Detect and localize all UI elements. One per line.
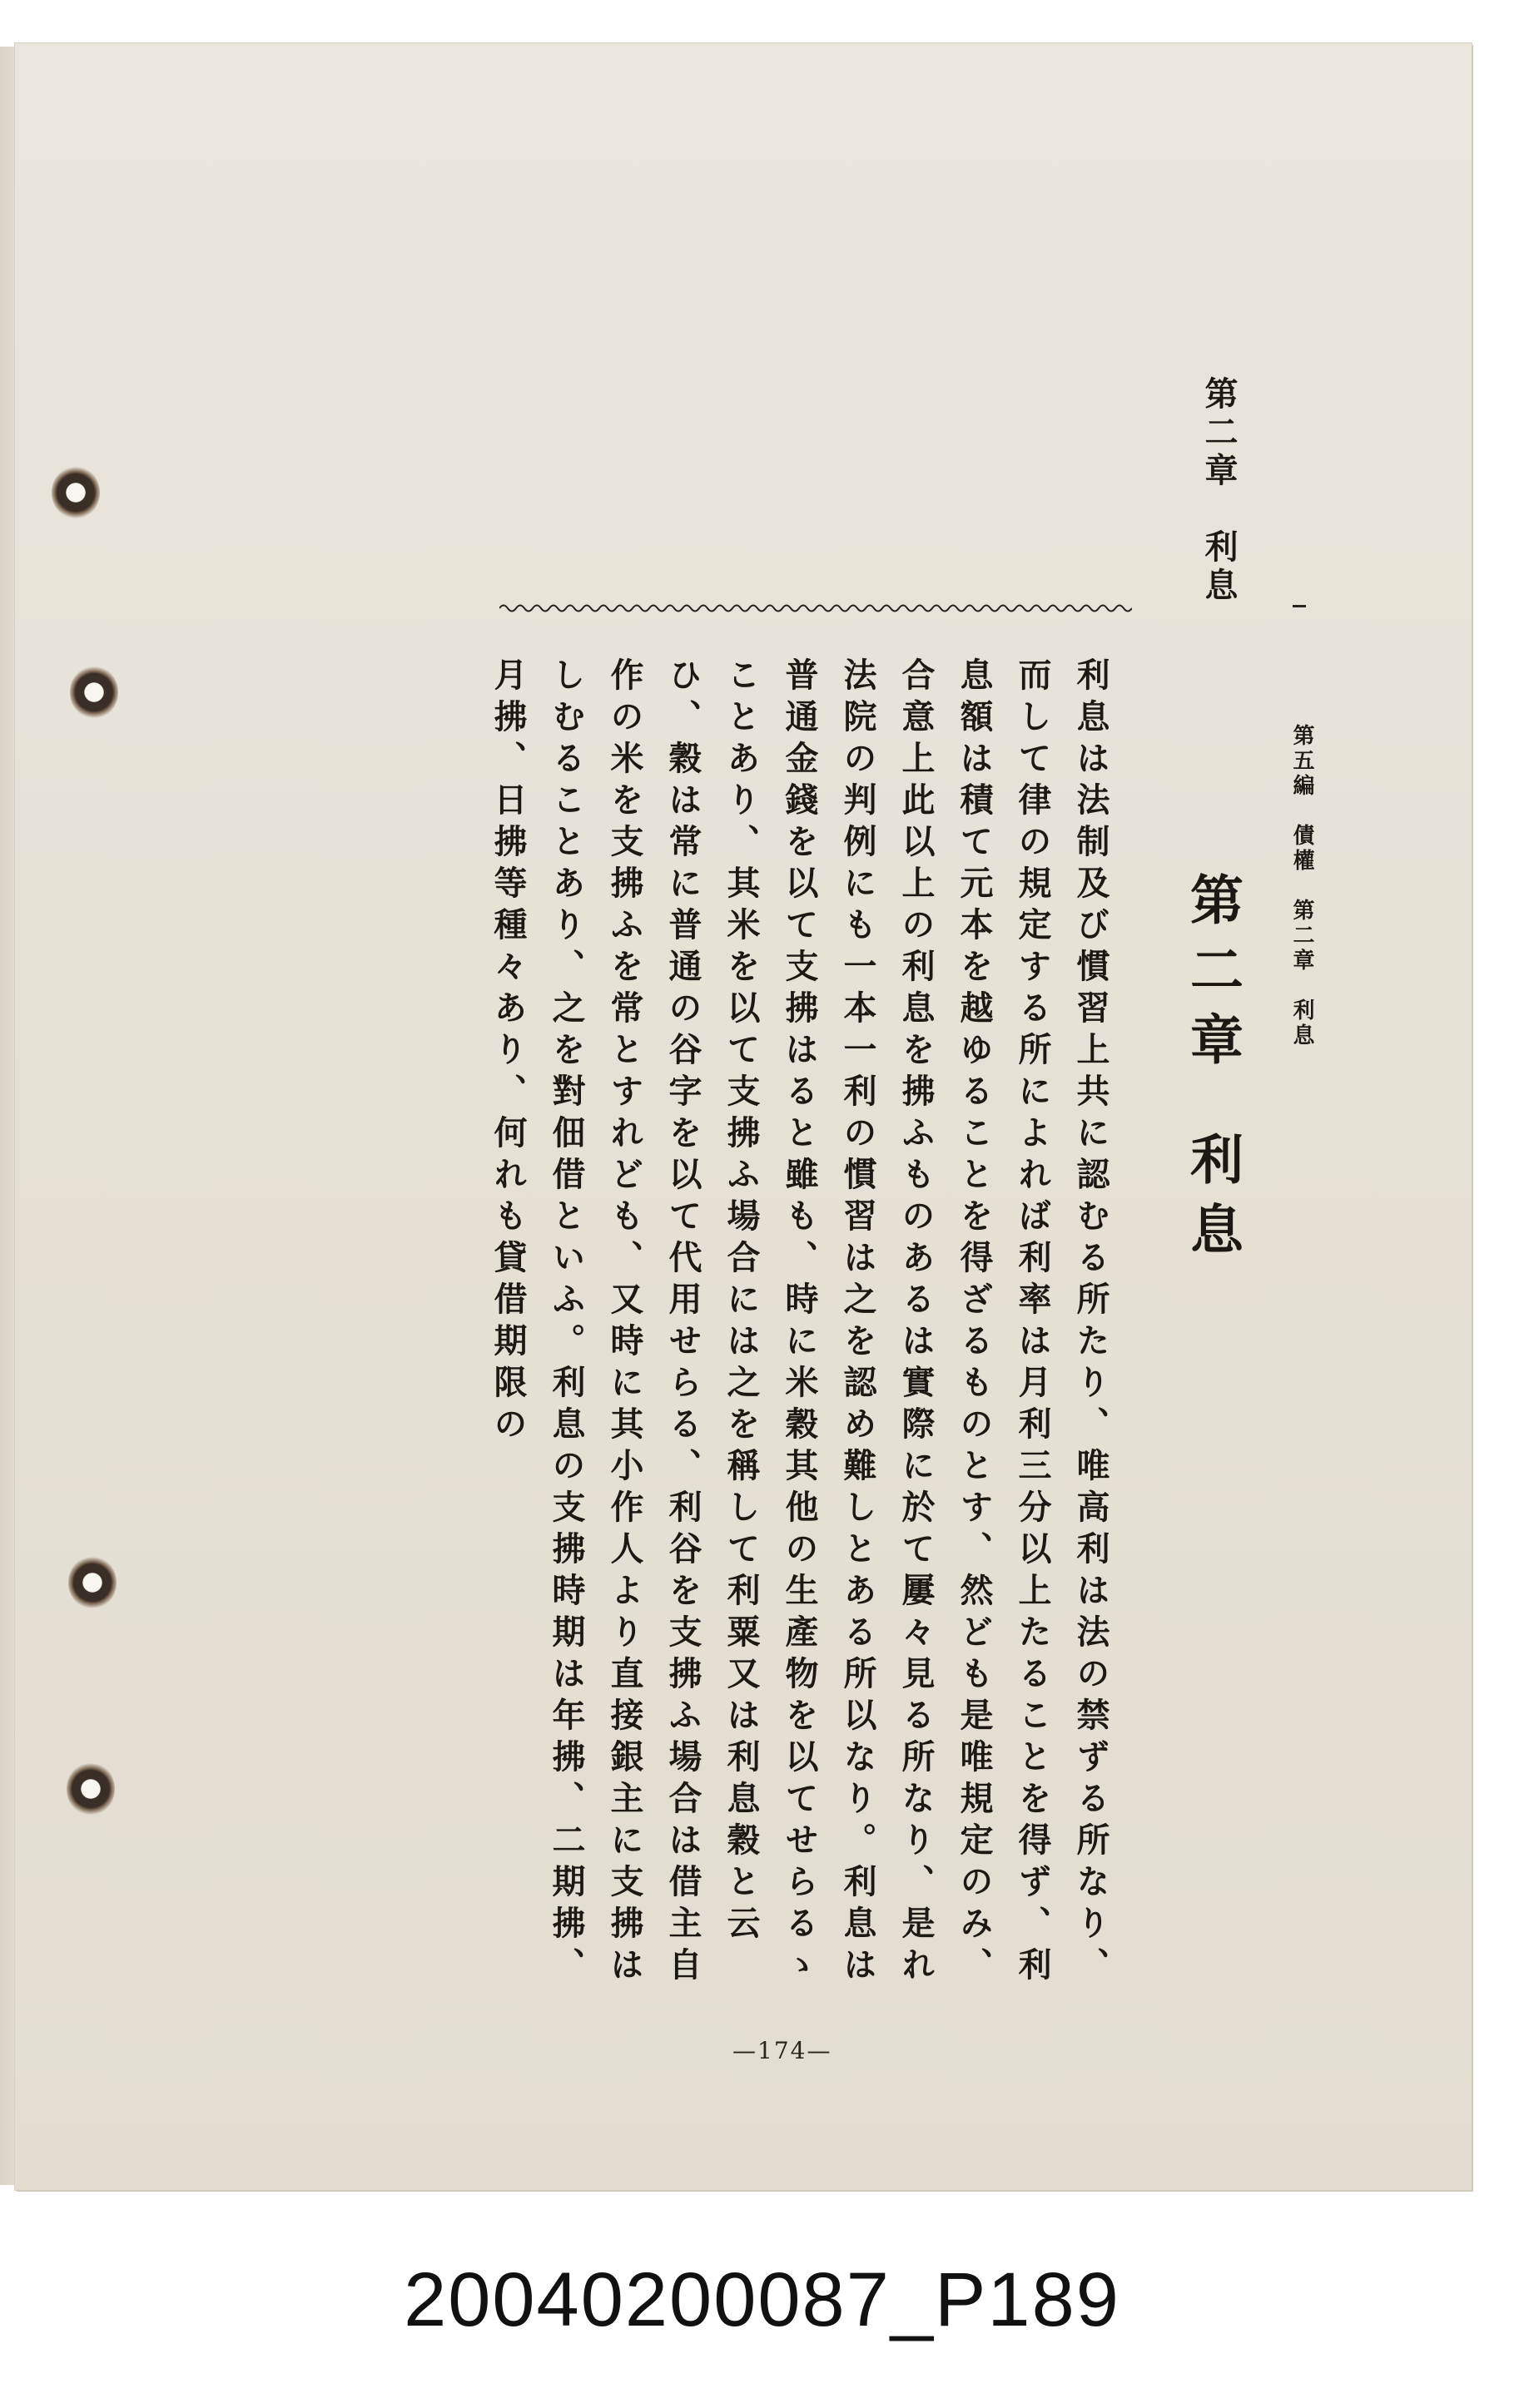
header-rule-mark (1293, 605, 1306, 607)
page-number: —174— (732, 2037, 832, 2064)
running-header: 第五編 債權 第二章 利息 (1289, 724, 1314, 1048)
body-text: 利息は法制及び慣習上共に認むる所たり、唯高利は法の禁ずる所なり、而して律の規定する所によれば利率は月利三分以上たることを得ず、利息額は積て元本を越ゆることを得ざるものとす、然ども是唯規定のみ、合意上此以上の利息を拂ふものあるは實際に於て屢々見る所なり、是れ法院の判例にも一本一利の慣習は之を認め難しとある所以なり。利息は普通金錢を以て支拂はると雖も、時に米穀其他の生產物を以てせらるゝことあり、其米を以て支拂ふ場合には之を稱して利粟又は利息穀と云ひ、穀は常に普通の谷字を以て代用せらる、利谷を支拂ふ場合は借主自作の米を支拂ふを常とすれども、又時に其小作人より直接銀主に支拂はしむることあり、之を對佃借といふ。利息の支拂時期は年拂、二期拂、月拂、日拂等種々あり、何れも貸借期限の (489, 657, 1110, 1989)
chapter-subject: 利息 (1181, 1132, 1244, 1271)
running-chapter-title: 第二章 利息 (1199, 376, 1239, 606)
binding-hole-4 (67, 1762, 115, 1816)
binding-hole-3 (68, 1556, 117, 1609)
binding-hole-2 (70, 666, 118, 719)
chapter-title (1174, 872, 1250, 1271)
binding-hole-1 (52, 466, 100, 519)
catalog-id-caption: 20040200087_P189 (404, 2257, 1120, 2342)
wavy-divider (499, 601, 1132, 616)
chapter-number: 第二章 (1181, 872, 1244, 1082)
